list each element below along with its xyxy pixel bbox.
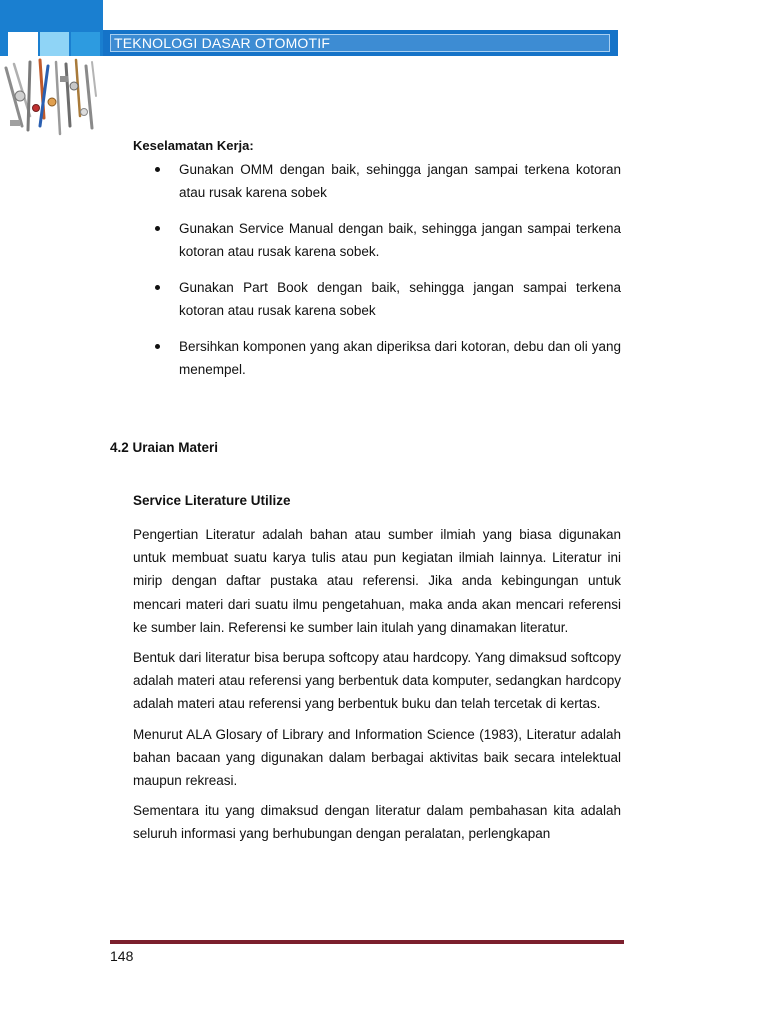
page-number: 148 (110, 948, 134, 964)
list-item (133, 217, 621, 263)
header-square-mid (71, 32, 100, 56)
bullet-icon (155, 167, 160, 172)
tools-illustration (0, 56, 100, 140)
list-item-text: Gunakan Service Manual dengan baik, sehingga jangan sampai terkena kotoran atau rusak karena sobek. (179, 221, 621, 259)
bullet-icon (155, 285, 160, 290)
subsection-heading: Service Literature Utilize (133, 493, 291, 508)
paragraph: Bentuk dari literatur bisa berupa softcopy atau hardcopy. Yang dimaksud softcopy adalah materi atau referensi yang berbentuk data komputer, sedangkan hardcopy adalah materi atau referensi yang berbentuk buku dan telah tercetak di kertas. (133, 650, 621, 712)
paragraph: Pengertian Literatur adalah bahan atau sumber ilmiah yang biasa digunakan untuk membuat suatu karya tulis atau pun kegiatan ilmiah lainnya. Literatur ini mirip dengan daftar pustaka atau referensi. Jika anda kebingungan untuk mencari materi dari suatu ilmu pengetahuan, maka anda akan mencari referensi ke sumber lain. Referensi ke sumber lain itulah yang dinamakan literatur. (133, 527, 621, 635)
safety-list (133, 158, 621, 394)
bullet-icon (155, 344, 160, 349)
paragraph: Sementara itu yang dimaksud dengan literatur dalam pembahasan kita adalah seluruh informasi yang berhubungan dengan peralatan, perlengkapan (133, 803, 621, 842)
header-square-light (40, 32, 69, 56)
list-item-text: Gunakan Part Book dengan baik, sehingga jangan sampai terkena kotoran atau rusak karena sobek (179, 280, 621, 318)
list-item (133, 335, 621, 381)
list-item-text: Gunakan OMM dengan baik, sehingga jangan sampai terkena kotoran atau rusak karena sobek (179, 162, 621, 200)
safety-heading: Keselamatan Kerja: (133, 138, 254, 153)
list-item (133, 276, 621, 322)
bullet-icon (155, 226, 160, 231)
list-item (133, 158, 621, 204)
list-item-text: Bersihkan komponen yang akan diperiksa dari kotoran, debu dan oli yang menempel. (179, 339, 621, 377)
footer-rule (110, 940, 624, 944)
header-square-white (8, 32, 38, 56)
book-title: TEKNOLOGI DASAR OTOMOTIF (114, 35, 331, 51)
body-text (133, 523, 621, 853)
paragraph: Menurut ALA Glosary of Library and Information Science (1983), Literatur adalah bahan bacaan yang digunakan dalam berbagai aktivitas baik secara intelektual maupun rekreasi. (133, 726, 621, 789)
section-heading: 4.2 Uraian Materi (110, 440, 219, 455)
